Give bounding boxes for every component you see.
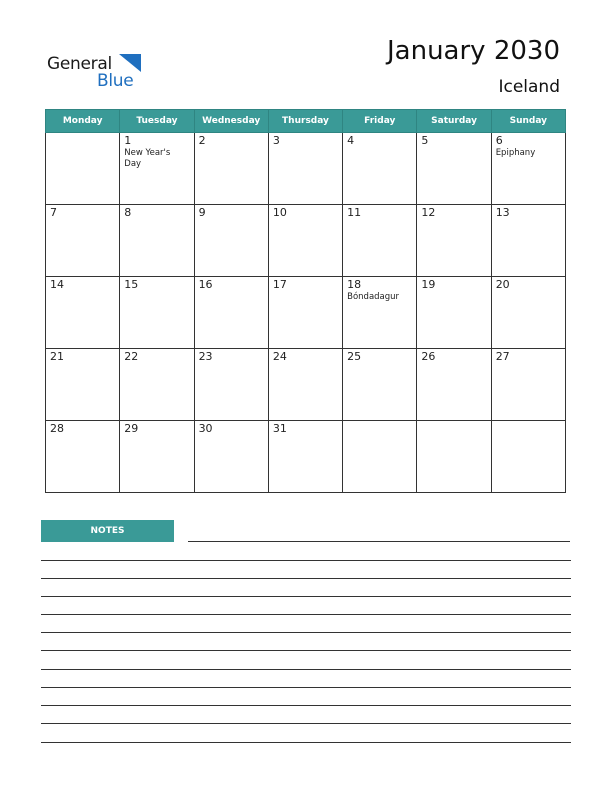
- note-line: [41, 578, 571, 579]
- day-cell: [46, 205, 120, 277]
- holiday-label: Bóndadagur: [347, 292, 400, 302]
- note-line: [41, 614, 571, 615]
- day-cell: [120, 133, 194, 205]
- day-number: 31: [272, 422, 287, 435]
- day-number: 14: [50, 278, 64, 291]
- day-cell: [194, 277, 268, 349]
- day-number: 28: [50, 422, 64, 435]
- day-cell: [46, 421, 120, 493]
- note-line: [41, 596, 571, 597]
- calendar-grid: [45, 109, 566, 493]
- holiday-label: New Year's Day: [124, 148, 171, 169]
- day-cell: [491, 349, 565, 421]
- day-cell: [46, 349, 120, 421]
- note-line: [41, 560, 571, 561]
- day-cell: [268, 277, 342, 349]
- day-number: 7: [50, 206, 57, 219]
- day-cell: [491, 133, 565, 205]
- day-number: 9: [198, 206, 206, 219]
- day-number: 13: [495, 206, 510, 219]
- day-cell: [194, 349, 268, 421]
- day-cell: [343, 277, 417, 349]
- day-number: 27: [495, 350, 510, 363]
- logo-text-blue: Blue: [97, 71, 134, 91]
- day-number: 16: [198, 278, 213, 291]
- day-cell: [417, 421, 491, 493]
- day-number: 23: [198, 350, 213, 363]
- day-number: 20: [495, 278, 510, 291]
- weekday-header-tuesday: Tuesday: [120, 110, 194, 133]
- day-cell: [120, 277, 194, 349]
- day-cell: [194, 205, 268, 277]
- weekday-header-monday: Monday: [46, 110, 120, 133]
- week-row: [46, 349, 566, 421]
- day-number: 6: [495, 134, 503, 147]
- week-row: [46, 205, 566, 277]
- weekday-header-saturday: Saturday: [417, 110, 491, 133]
- day-cell: [46, 277, 120, 349]
- weekday-header-sunday: Sunday: [491, 110, 565, 133]
- day-number: 18: [347, 278, 362, 291]
- day-cell: [120, 205, 194, 277]
- day-number: 1: [124, 134, 132, 147]
- day-cell: [343, 349, 417, 421]
- page-title: January 2030: [387, 36, 560, 66]
- logo-text-general: General: [47, 54, 112, 74]
- day-number: 15: [124, 278, 139, 291]
- day-number: 19: [421, 278, 436, 291]
- day-cell: [417, 277, 491, 349]
- day-cell: [268, 205, 342, 277]
- day-cell: [491, 277, 565, 349]
- note-line: [41, 723, 571, 724]
- day-cell: [343, 133, 417, 205]
- day-cell: [268, 421, 342, 493]
- day-cell: [491, 421, 565, 493]
- day-number: 17: [272, 278, 287, 291]
- country-name: Iceland: [498, 77, 560, 97]
- brand-logo: [47, 52, 157, 92]
- day-number: 2: [198, 134, 206, 147]
- day-cell: [417, 133, 491, 205]
- day-number: 4: [347, 134, 355, 147]
- weekday-header-thursday: Thursday: [268, 110, 342, 133]
- day-number: 12: [421, 206, 436, 219]
- weekday-header-row: [46, 110, 566, 133]
- note-line: [41, 632, 571, 633]
- day-cell: [46, 133, 120, 205]
- week-row: [46, 133, 566, 205]
- day-number: 22: [124, 350, 139, 363]
- day-number: 26: [421, 350, 436, 363]
- day-number: 25: [347, 350, 362, 363]
- note-line: [188, 541, 570, 542]
- day-number: 3: [272, 134, 280, 147]
- day-number: 5: [421, 134, 429, 147]
- day-cell: [120, 349, 194, 421]
- holiday-label: Epiphany: [495, 148, 536, 158]
- day-cell: [491, 205, 565, 277]
- note-line: [41, 687, 571, 688]
- day-cell: [417, 349, 491, 421]
- day-number: 30: [198, 422, 213, 435]
- day-number: 21: [50, 350, 64, 363]
- note-line: [41, 650, 571, 651]
- note-line: [41, 705, 571, 706]
- note-line: [41, 742, 571, 743]
- day-number: 24: [272, 350, 287, 363]
- day-number: 29: [124, 422, 139, 435]
- weekday-header-friday: Friday: [343, 110, 417, 133]
- day-number: 8: [124, 206, 132, 219]
- weekday-header-wednesday: Wednesday: [194, 110, 268, 133]
- week-row: [46, 277, 566, 349]
- day-cell: [268, 133, 342, 205]
- day-cell: [417, 205, 491, 277]
- day-number: 11: [347, 206, 362, 219]
- day-cell: [194, 421, 268, 493]
- day-number: 10: [272, 206, 287, 219]
- day-cell: [343, 205, 417, 277]
- day-cell: [120, 421, 194, 493]
- day-cell: [343, 421, 417, 493]
- day-cell: [268, 349, 342, 421]
- notes-label: NOTES: [41, 520, 174, 542]
- day-cell: [194, 133, 268, 205]
- week-row: [46, 421, 566, 493]
- note-line: [41, 669, 571, 670]
